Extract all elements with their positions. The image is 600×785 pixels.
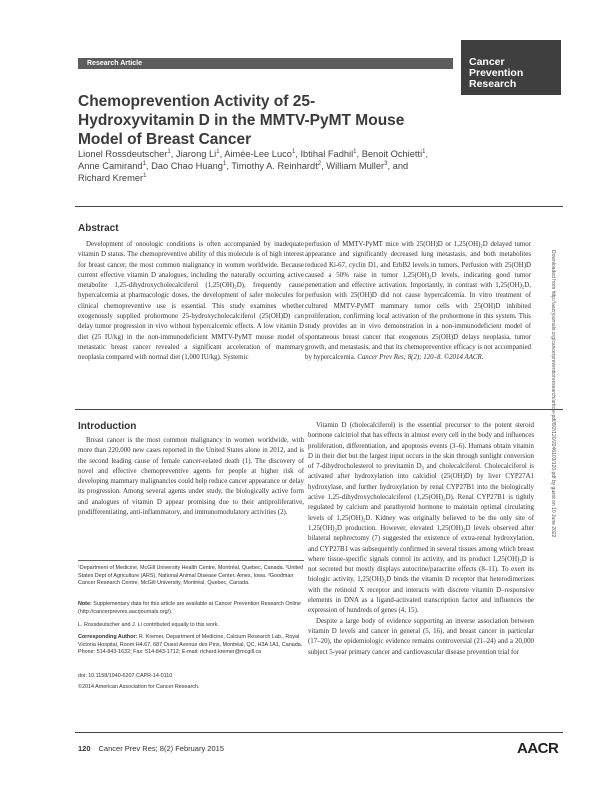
author-affiliation: 1 <box>353 148 357 155</box>
corresponding-author-note <box>78 634 304 657</box>
note-label: Note: <box>78 601 92 607</box>
supplementary-note <box>78 601 304 616</box>
journal-name-line1: Cancer <box>469 56 505 68</box>
abstract-column-left <box>78 240 304 364</box>
download-watermark: Downloaded from http://aacrjournals.org/cancerpreventionresearch/article-pdf/8/2/120/2246103/120.pdf by guest on 10 June 2022 <box>550 250 556 538</box>
corresponding-author-label: Corresponding Author: <box>78 634 138 640</box>
divider <box>75 409 563 410</box>
body-paragraph: Despite a large body of evidence supporting an inverse association between vitamin D levels and cancer in general (5, 16), and breast cancer in particular (17–20), the epidemiologic evidence remains controversial (21–24) and a 20,000 subject 5-year primary cancer and cardiovascular disease prevention trial for <box>308 617 534 656</box>
equal-contribution-note: L. Rossdeutscher and J. Li contributed equally to this work. <box>78 622 219 628</box>
author-name: William Muller <box>326 160 385 171</box>
journal-citation: Cancer Prev Res; 8(2) February 2015 <box>98 744 224 753</box>
author-affiliation: 3 <box>384 160 388 167</box>
author-affiliation: 1 <box>222 160 227 167</box>
abstract-paragraph: Development of onoologic conditions is often accompanied by inadequate vitamin D status. The chemopreventive ability of this molecule is of high interest for breast cancer, the most common malignancy in women worldwide. Because current effective vitamin D analogues, including the naturally occurring active metabolite 1,25-dihydroxycholecalciferol (1,25(OH)₂D), frequently cause hypercalcemia at pharmacologic doses, the development of safer molecules for clinical chemopreventive use is essential. This study examines whether exogenously supplied prohormone 25-hydroxycholecalciferol (25(OH)D) can delay tumor progression in vivo without hypercalcemic effects. A low vitamin D diet (25 IU/kg) in the non-immunodeficient MMTV-PyMT mouse model of metastatic breast cancer revealed a significant acceleration of mammary neoplasia compared with normal diet (1,000 IU/kg). Systemic <box>78 241 304 362</box>
affiliations-footnote: ¹Department of Medicine, McGill University Health Centre, Montréal, Quebec, Canada. ²United States Dept of Agriculture (ARS), National Animal Disease Center, Ames, Iowa. ³Goodman Cancer Research Centre, McGill University, Montréal, Quebec, Canada. <box>78 565 304 586</box>
journal-badge <box>461 40 561 95</box>
author-name: Ibtihal Fadhil <box>300 149 354 159</box>
article-type-bar <box>78 58 453 69</box>
doi: doi: 10.1158/1940-6207.CAPR-14-0110 <box>78 673 173 679</box>
author-name: Jiarong Li <box>175 149 217 159</box>
author-affiliation: 1 <box>142 160 146 167</box>
corresponding-author-text: R. Kremer, Department of Medicine, Calcium Research Lab., Royal Victoria Hospital, Room H4.67, 687 Ouest Avenue des Pins, Montréal, QC, H3A 1A1, Canada. Phone: 514-843-1632; Fax: 514-843-1712; E-mail: richard.kremer@mcgill.ca <box>78 634 303 655</box>
body-column-right <box>308 421 534 658</box>
abstract-citation: Cancer Prev Res; 8(2); 120–8. ©2014 AACR. <box>357 354 484 362</box>
author-name: Timothy A. Reinhardt <box>231 160 318 171</box>
note-text: Supplementary data for this article are available at Cancer Prevention Research Online (http://cancerprevres.aacrjournals.org/). <box>78 601 301 615</box>
body-paragraph: Vitamin D (cholecalciferol) is the essential precursor to the potent steroid hormone calcitriol that has effects in almost every cell in the body and influences proliferation, differentiation, and apoptosis events (3–6). Humans obtain vitamin D in their diet but the largest input occurs in the skin through sunlight conversion of 7-dihydrocholesterol to previtamin D₃ and cholecalciferol. Cholecalciferol is activated after hydroxylation into calcidiol (25(OH)D) by liver CYP27A1 hydroxylase, and further hydroxylation by renal CYP27B1 into the biologically active 1,25-dihydroxycholecalciferol (1,25(OH)₂D). Renal CYP27B1 is tightly regulated by calcium and parathyroid hormone to maintain optimal circulating levels of 1,25(OH)₂D. Kidney was originally believed to be the only site of 1,25(OH)₂D production. However, elevated 1,25(OH)₂D levels observed after bilateral nephrectomy (7) suggested the existence of extra-renal hydroxylation, and CYP27B1 was subsequently confirmed in several tissues among which breast where tissue-specific signals control its activity, and its product 1,25(OH)₂D is not secreted but mostly displays autocrine/paracrine effects (8–11). To exert its biologic activity, 1,25(OH)₂D binds the vitamin D receptor that heterodimerizes with the retinoid X receptor and interacts with discrete vitamin D–responsive elements in DNA as a ligand-activated transcription factor and influences the expression of hundreds of genes (4, 15). <box>308 422 534 615</box>
abstract-heading: Abstract <box>78 223 119 234</box>
journal-name-line2: Prevention <box>469 67 524 79</box>
page-footer <box>78 744 224 753</box>
author-affiliation: 1 <box>216 148 220 155</box>
copyright: ©2014 American Association for Cancer Research. <box>78 684 200 690</box>
author-name: Richard Kremer <box>78 172 144 183</box>
introduction-heading: Introduction <box>78 421 137 432</box>
author-affiliation: 1 <box>291 148 296 155</box>
author-affiliation: 1 <box>143 172 147 179</box>
author-list: Lionel Rossdeutscher$^1$, Jiarong Li$^1$, Aimée-Lee Luco$^1$, Ibtihal Fadhil$^1$, Benoit Ochietti$^1$, Anne Camirand$^1$, Dao Chao Huang$^1$, Timothy A. Reinhardt$^2$, William Muller$^3$, and Richard Kremer$^1$ <box>78 148 429 183</box>
article-type: Research Article <box>87 60 142 67</box>
introduction-paragraph: Breast cancer is the most common malignancy in women worldwide, with more than 220,000 new cases reported in the United States alone in 2012, and is the second leading cause of female cancer-related death (1). The discovery of novel and effective chemopreventive agents for people at higher risk of developing mammary malignancies could help reduce cancer appearance or delay its progression. Among several agents under study, the biologically active form and analogues of vitamin D appear promising due to their antiproliferative, prodifferentiating, anti-inflammatory, and immunomodulatory activities (2). <box>78 437 304 517</box>
article-title: Chemoprevention Activity of 25-Hydroxyvitamin D in the MMTV-PyMT Mouse Model of Breast Cancer <box>78 93 405 148</box>
author-affiliation: 1 <box>167 148 171 155</box>
footer-divider <box>75 732 563 733</box>
author-affiliation: 2 <box>317 160 322 167</box>
divider <box>75 206 563 207</box>
author-name: Anne Camirand <box>78 160 143 171</box>
author-affiliation: 1 <box>422 148 426 155</box>
author-name: Dao Chao Huang <box>151 160 223 171</box>
author-name: Aimée-Lee Luco <box>224 149 292 159</box>
abstract-column-right <box>305 240 531 364</box>
footnote-divider <box>78 560 304 561</box>
page-number: 120 <box>78 744 91 753</box>
author-name: Lionel Rossdeutscher <box>78 149 168 159</box>
journal-name-line3: Research <box>469 78 517 90</box>
aacr-logo: AACR <box>517 740 559 757</box>
abstract-paragraph: perfusion of MMTV-PyMT mice with 25(OH)D or 1,25(OH)₂D delayed tumor appearance and significantly decreased lung metastasis, and both metabolites reduced Ki-67, cyclin D1, and ErbB2 levels in tumors. Perfusion with 25(OH)D caused a 50% raise in tumor 1,25(OH)₂D levels, indicating good tumor penetration and effective activation. Importantly, in contrast with 1,25(OH)₂D, perfusion with 25(OH)D did not cause hypercalcemia. In vitro treatment of cultured MMTV-PyMT mammary tumor cells with 25(OH)D inhibited proliferation, confirming local activation of the prohormone in this system. This study provides an in vivo demonstration in a non-immunodeficient model of spontaneous breast cancer that exogenous 25(OH)D delays neoplasia, tumor growth, and metastasis, and that its chemopreventive efficacy is not accompanied by hypercalcemia. <box>305 241 531 362</box>
author-name: Benoit Ochietti <box>361 149 423 159</box>
